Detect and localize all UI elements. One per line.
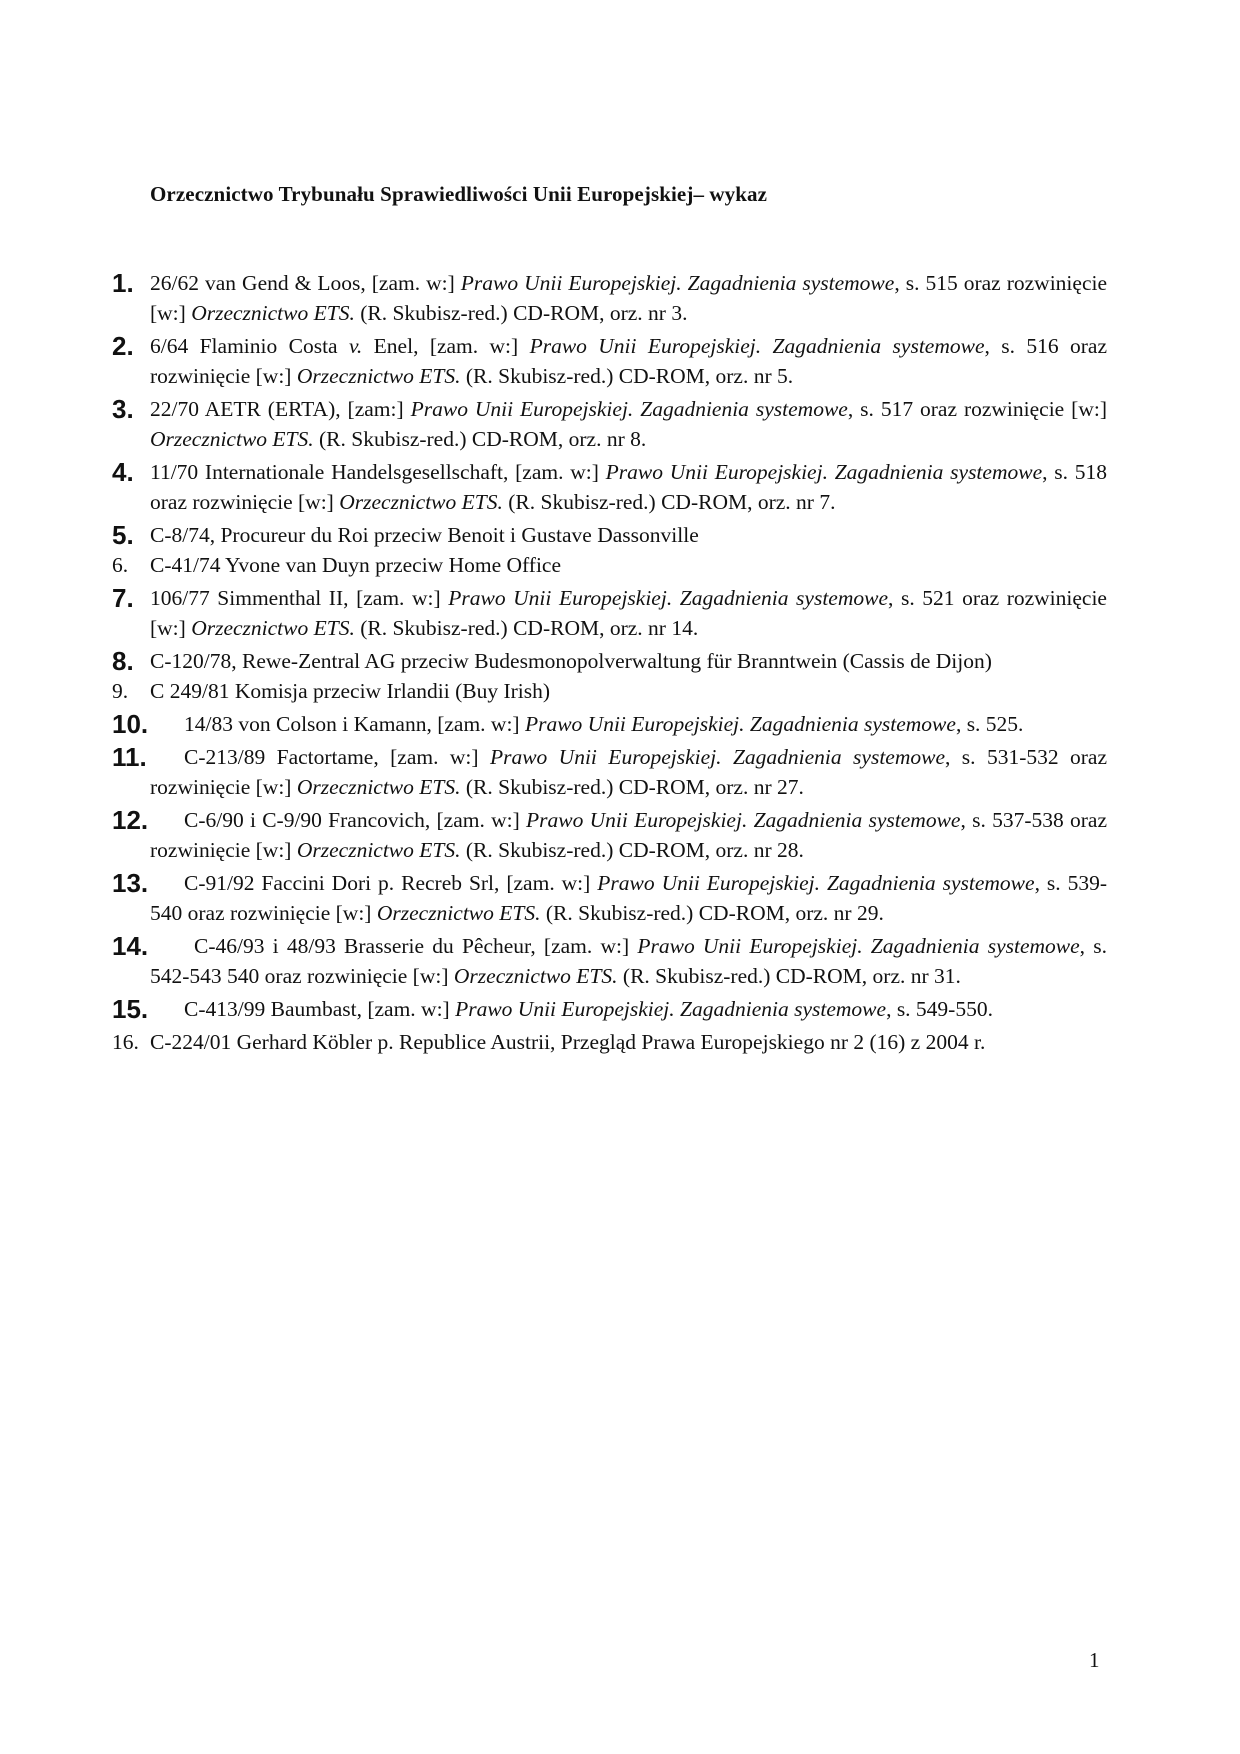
item-number: 4.: [112, 457, 134, 487]
page-number: 1: [1089, 1648, 1100, 1672]
item-number: 10.: [112, 709, 149, 739]
item-number: 9.: [112, 679, 129, 703]
case-text: , s. 537-538 oraz rozwinięcie [w:]: [150, 808, 1107, 862]
case-text: C 249/81 Komisja przeciw Irlandii (Buy Irish): [150, 679, 551, 703]
case-text: C-6/90 i C-9/90 Francovich, [zam. w:]: [184, 808, 527, 832]
item-number: 13.: [112, 868, 149, 898]
case-text: C-224/01 Gerhard Köbler p. Republice Austrii, Przegląd Prawa Europejskiego nr 2 (16) z 2004 r.: [150, 1030, 986, 1054]
item-number: 6.: [112, 553, 129, 577]
case-text: 11/70 Internationale Handelsgesellschaft, [zam. w:]: [150, 460, 606, 484]
item-number: 2.: [112, 331, 134, 361]
case-text: , s. 542-543 540 oraz rozwinięcie [w:]: [150, 934, 1107, 988]
case-text: , s. 539-540 oraz rozwinięcie [w:]: [150, 871, 1107, 925]
source-title: Orzecznictwo ETS.: [453, 964, 618, 988]
case-text: C-46/93 i 48/93 Brasserie du Pêcheur, [zam. w:]: [194, 934, 638, 958]
list-item: [112, 709, 1107, 739]
case-text: C-120/78, Rewe-Zentral AG przeciw Budesmonopolverwaltung für Branntwein (Cassis de Dijon): [150, 649, 992, 673]
item-number: 1.: [112, 268, 134, 298]
case-text: 106/77 Simmenthal II, [zam. w:]: [150, 586, 449, 610]
source-title: Orzecznictwo ETS.: [296, 364, 461, 388]
list-item: [112, 805, 1107, 865]
list-item: [112, 550, 1107, 580]
case-text: (R. Skubisz-red.) CD-ROM, orz. nr 31.: [617, 964, 961, 988]
source-title: Prawo Unii Europejskiej. Zagadnienia systemowe: [410, 397, 848, 421]
source-title: Orzecznictwo ETS.: [339, 490, 503, 514]
source-title: Orzecznictwo ETS.: [150, 427, 314, 451]
case-text: , s. 531-532 oraz rozwinięcie [w:]: [150, 745, 1107, 799]
case-text: (R. Skubisz-red.) CD-ROM, orz. nr 5.: [460, 364, 794, 388]
case-text: (R. Skubisz-red.) CD-ROM, orz. nr 14.: [354, 616, 699, 640]
list-item: [112, 742, 1107, 802]
source-title: Orzecznictwo ETS.: [191, 301, 355, 325]
source-title: Orzecznictwo ETS.: [376, 901, 541, 925]
item-number: 15.: [112, 994, 149, 1024]
list-item: [112, 994, 1107, 1024]
source-title: Prawo Unii Europejskiej. Zagadnienia systemowe: [597, 871, 1035, 895]
item-number: 7.: [112, 583, 134, 613]
list-item: [112, 1027, 1107, 1057]
source-title: Prawo Unii Europejskiej. Zagadnienia systemowe: [460, 271, 895, 295]
item-number: 3.: [112, 394, 134, 424]
case-text: , s. 525.: [955, 712, 1024, 736]
list-item: [112, 394, 1107, 454]
case-text: v.: [348, 334, 363, 358]
source-title: Prawo Unii Europejskiej. Zagadnienia systemowe: [524, 712, 956, 736]
item-number: 11.: [112, 742, 147, 772]
case-text: C-91/92 Faccini Dori p. Recreb Srl, [zam. w:]: [184, 871, 598, 895]
item-number: 16.: [112, 1030, 139, 1054]
case-text: C-8/74, Procureur du Roi przeciw Benoit i Gustave Dassonville: [150, 523, 699, 547]
list-item: [112, 457, 1107, 517]
case-text: C-41/74 Yvone van Duyn przeciw Home Office: [150, 553, 562, 577]
item-number: 14.: [112, 931, 149, 961]
source-title: Orzecznictwo ETS.: [296, 775, 461, 799]
source-title: Prawo Unii Europejskiej. Zagadnienia systemowe: [526, 808, 961, 832]
case-text: (R. Skubisz-red.) CD-ROM, orz. nr 28.: [460, 838, 804, 862]
source-title: Prawo Unii Europejskiej. Zagadnienia systemowe: [605, 460, 1043, 484]
source-title: Prawo Unii Europejskiej. Zagadnienia systemowe: [455, 997, 887, 1021]
source-title: Orzecznictwo ETS.: [191, 616, 355, 640]
list-item: [112, 268, 1107, 328]
case-text: , s. 515 oraz rozwinięcie [w:]: [150, 271, 1108, 325]
case-text: Enel, [zam. w:]: [362, 334, 530, 358]
list-item: [112, 676, 1107, 706]
case-text: 6/64 Flaminio Costa: [150, 334, 349, 358]
case-text: 22/70 AETR (ERTA), [zam:]: [150, 397, 411, 421]
case-text: (R. Skubisz-red.) CD-ROM, orz. nr 7.: [502, 490, 836, 514]
list-item: [112, 868, 1107, 928]
case-text: (R. Skubisz-red.) CD-ROM, orz. nr 29.: [540, 901, 884, 925]
source-title: Orzecznictwo ETS.: [296, 838, 461, 862]
item-number: 12.: [112, 805, 149, 835]
case-text: 26/62 van Gend & Loos, [zam. w:]: [150, 271, 461, 295]
source-title: Prawo Unii Europejskiej. Zagadnienia systemowe: [529, 334, 985, 358]
case-text: , s. 518 oraz rozwinięcie [w:]: [150, 460, 1107, 514]
case-text: C-413/99 Baumbast, [zam. w:]: [184, 997, 456, 1021]
source-title: Prawo Unii Europejskiej. Zagadnienia systemowe: [637, 934, 1080, 958]
item-number: 5.: [112, 520, 134, 550]
case-text: (R. Skubisz-red.) CD-ROM, orz. nr 3.: [354, 301, 688, 325]
list-item: [112, 931, 1107, 991]
case-text: (R. Skubisz-red.) CD-ROM, orz. nr 27.: [460, 775, 804, 799]
list-item: [112, 646, 1107, 676]
document-title: Orzecznictwo Trybunału Sprawiedliwości Unii Europejskiej– wykaz: [150, 182, 768, 206]
case-text: (R. Skubisz-red.) CD-ROM, orz. nr 8.: [313, 427, 647, 451]
case-text: , s. 521 oraz rozwinięcie [w:]: [150, 586, 1107, 640]
case-text: C-213/89 Factortame, [zam. w:]: [184, 745, 490, 769]
list-item: [112, 331, 1107, 391]
source-title: Prawo Unii Europejskiej. Zagadnienia systemowe: [489, 745, 946, 769]
item-number: 8.: [112, 646, 134, 676]
case-text: , s. 549-550.: [886, 997, 993, 1021]
case-list: [112, 268, 1107, 1060]
case-text: , s. 516 oraz rozwinięcie [w:]: [150, 334, 1107, 388]
source-title: Prawo Unii Europejskiej. Zagadnienia systemowe: [448, 586, 889, 610]
list-item: [112, 583, 1107, 643]
case-text: 14/83 von Colson i Kamann, [zam. w:]: [184, 712, 525, 736]
case-text: , s. 517 oraz rozwinięcie [w:]: [847, 397, 1107, 421]
list-item: [112, 520, 1107, 550]
